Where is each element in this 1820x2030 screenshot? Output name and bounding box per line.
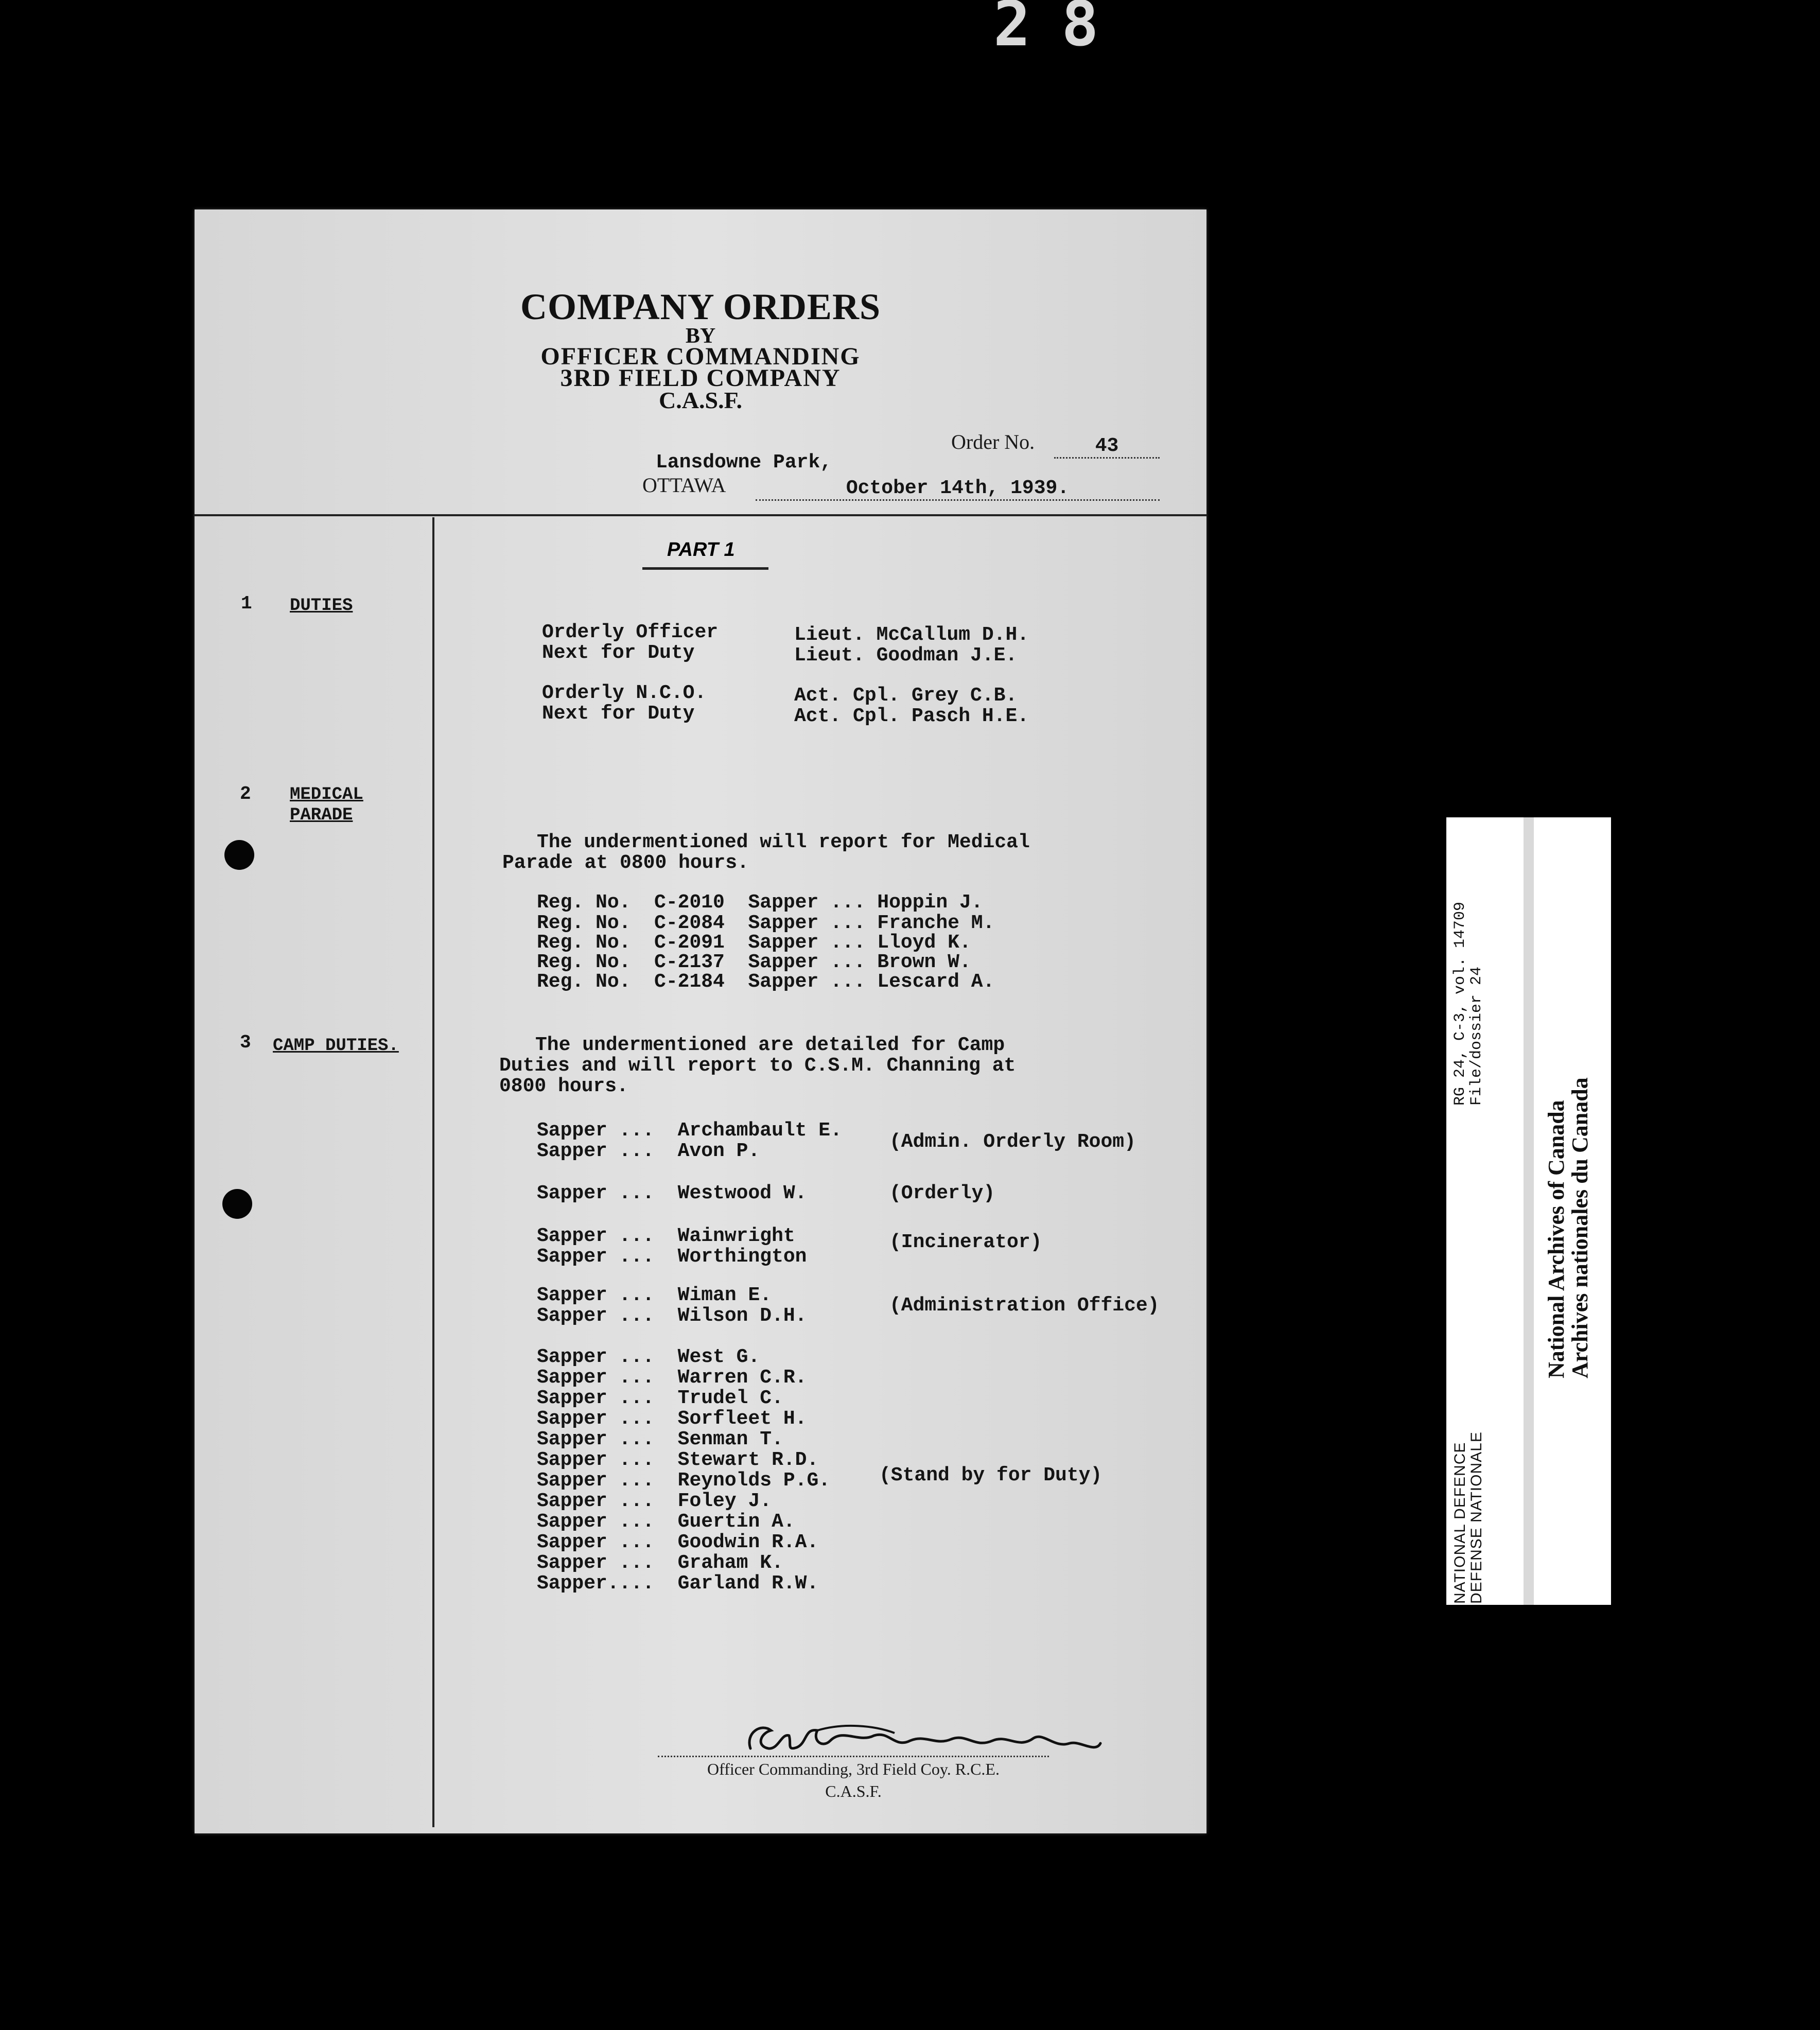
sapper-entry: Sapper ... Goodwin R.A. <box>537 1531 819 1553</box>
document-title: COMPANY ORDERS <box>520 286 881 327</box>
sapper-entry: Sapper ... Wilson D.H. <box>537 1305 807 1327</box>
duty-note: (Incinerator) <box>889 1231 1042 1253</box>
order-date: October 14th, 1939. <box>756 477 1160 501</box>
order-number-value: 43 <box>1054 435 1160 459</box>
tag-stripe <box>1524 817 1534 1605</box>
sapper-entry: Sapper ... Reynolds P.G. <box>537 1469 831 1492</box>
sapper-entry: Sapper ... Sorfleet H. <box>537 1408 807 1430</box>
camp-intro: 0800 hours. <box>499 1075 628 1097</box>
medical-row: Reg. No. C-2137 Sapper ... Brown W. <box>537 951 971 973</box>
section-number: 1 <box>241 593 252 614</box>
section-title-medical: MEDICAL <box>290 785 363 804</box>
header-force: C.A.S.F. <box>659 387 742 413</box>
duty-role: Orderly Officer <box>542 621 719 643</box>
part-title: PART 1 <box>667 539 735 561</box>
part-underline <box>642 567 768 570</box>
sapper-entry: Sapper ... Wainwright <box>537 1225 795 1247</box>
order-number-label: Order No. <box>951 430 1035 453</box>
camp-intro: The undermentioned are detailed for Camp <box>535 1034 1005 1056</box>
section-title-medical: PARADE <box>290 806 353 825</box>
header-by: BY <box>685 324 716 348</box>
medical-row: Reg. No. C-2010 Sapper ... Hoppin J. <box>537 891 983 914</box>
medical-intro: The undermentioned will report for Medical <box>537 831 1030 853</box>
sapper-entry: Sapper.... Garland R.W. <box>537 1572 819 1595</box>
sapper-entry: Sapper ... Foley J. <box>537 1490 772 1512</box>
header-officer: OFFICER COMMANDING <box>540 343 861 370</box>
punch-hole <box>224 840 254 870</box>
signature-line <box>658 1756 1049 1757</box>
sapper-entry: Sapper ... Warren C.R. <box>537 1367 807 1389</box>
duty-role: Orderly N.C.O. <box>542 682 707 704</box>
document-page <box>195 209 1206 1833</box>
section-number: 2 <box>240 783 251 804</box>
archives-label: Archives nationales du Canada <box>1567 1077 1592 1378</box>
archive-reference: File/dossier 24 <box>1468 966 1485 1106</box>
frame-number: 28 <box>993 0 1130 57</box>
sapper-entry: Sapper ... West G. <box>537 1346 760 1368</box>
medical-row: Reg. No. C-2084 Sapper ... Franche M. <box>537 912 995 934</box>
duty-name: Act. Cpl. Pasch H.E. <box>794 705 1029 727</box>
medical-intro: Parade at 0800 hours. <box>502 852 749 874</box>
duty-role: Next for Duty <box>542 703 695 725</box>
sapper-entry: Sapper ... Graham K. <box>537 1552 783 1574</box>
duty-name: Lieut. McCallum D.H. <box>794 624 1029 646</box>
sapper-entry: Sapper ... Stewart R.D. <box>537 1449 819 1471</box>
archive-reference: RG 24, C-3, vol. 14709 <box>1451 901 1469 1106</box>
sapper-entry: Sapper ... Trudel C. <box>537 1387 783 1409</box>
department-label: NATIONAL DEFENCE <box>1451 1442 1468 1604</box>
section-number: 3 <box>240 1032 251 1053</box>
duty-note: (Stand by for Duty) <box>879 1464 1102 1486</box>
sapper-entry: Sapper ... Wiman E. <box>537 1284 772 1306</box>
duty-role: Next for Duty <box>542 642 695 664</box>
medical-row: Reg. No. C-2184 Sapper ... Lescard A. <box>537 971 995 993</box>
margin-divider <box>432 517 434 1827</box>
header-divider <box>195 514 1206 516</box>
section-title-duties: DUTIES <box>290 596 353 616</box>
medical-row: Reg. No. C-2091 Sapper ... Lloyd K. <box>537 932 971 954</box>
duty-name: Act. Cpl. Grey C.B. <box>794 685 1018 707</box>
duty-note: (Admin. Orderly Room) <box>889 1131 1136 1153</box>
sapper-entry: Sapper ... Westwood W. <box>537 1182 807 1204</box>
signature-caption: C.A.S.F. <box>825 1782 882 1800</box>
camp-intro: Duties and will report to C.S.M. Channing at <box>499 1055 1016 1077</box>
punch-hole <box>222 1189 252 1219</box>
location-line-1: Lansdowne Park, <box>656 451 832 474</box>
duty-note: (Orderly) <box>889 1182 995 1204</box>
sapper-entry: Sapper ... Avon P. <box>537 1140 760 1162</box>
sapper-entry: Sapper ... Archambault E. <box>537 1119 842 1142</box>
sapper-entry: Sapper ... Worthington <box>537 1246 807 1268</box>
archive-tag <box>1446 817 1611 1605</box>
location-line-2: OTTAWA <box>642 474 726 497</box>
section-title-camp: CAMP DUTIES. <box>273 1036 399 1056</box>
header-company: 3RD FIELD COMPANY <box>560 364 841 392</box>
sapper-entry: Sapper ... Guertin A. <box>537 1511 795 1533</box>
sapper-entry: Sapper ... Senman T. <box>537 1428 783 1450</box>
duty-note: (Administration Office) <box>889 1294 1160 1317</box>
signature-caption: Officer Commanding, 3rd Field Coy. R.C.E. <box>707 1760 1000 1778</box>
archives-label: National Archives of Canada <box>1544 1100 1569 1378</box>
department-label: DEFENSE NATIONALE <box>1468 1431 1485 1604</box>
duty-name: Lieut. Goodman J.E. <box>794 644 1018 667</box>
